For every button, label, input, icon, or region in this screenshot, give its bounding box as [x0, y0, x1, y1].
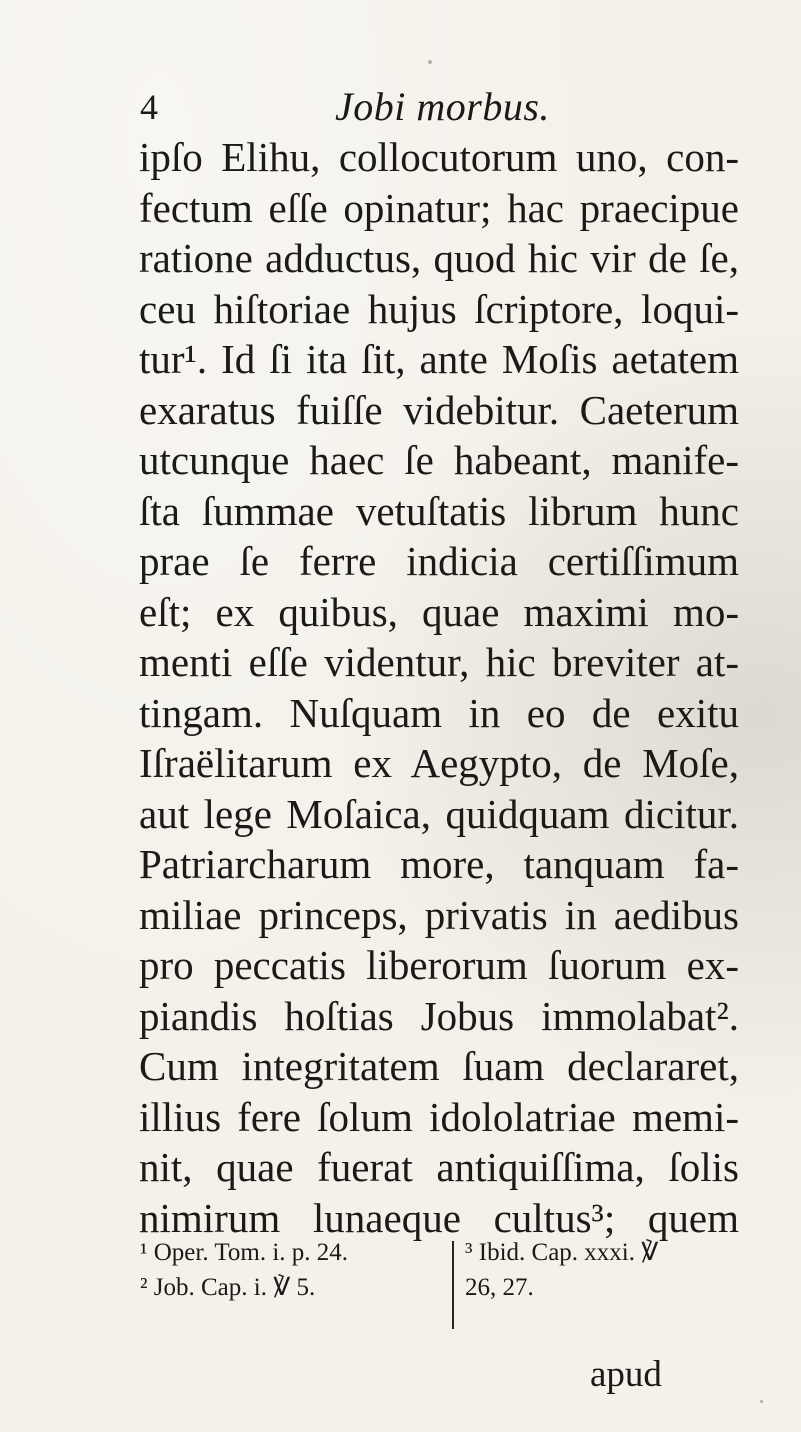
text-line: ratione adductus, quod hic vir de ſe,	[139, 235, 739, 281]
text-line: Cum integritatem ſuam declararet,	[139, 1043, 739, 1089]
page-header	[140, 82, 700, 132]
page-number: 4	[140, 87, 158, 127]
text-line: illius fere ſolum idololatriae memi-	[139, 1093, 739, 1140]
text-line: ipſo Elihu, collocutorum uno, con-	[139, 134, 739, 180]
text-line: prae ſe ferre indicia certiſſimum	[139, 538, 739, 584]
footnotes-left-column	[140, 1235, 440, 1305]
text-line: fectum eſſe opinatur; hac praecipue	[139, 184, 739, 231]
text-line: ſta ſummae vetuſtatis librum hunc	[139, 487, 739, 534]
footnotes-right-column	[465, 1235, 745, 1305]
catchword: apud	[590, 1354, 662, 1395]
text-line: piandis hoſtias Jobus immolabat².	[139, 992, 739, 1039]
body-text	[139, 132, 739, 1243]
text-line: utcunque haec ſe habeant, manife-	[139, 437, 739, 483]
footnote: 26, 27.	[465, 1274, 534, 1301]
text-line: eſt; ex quibus, quae maximi mo-	[139, 588, 739, 635]
text-line: ceu hiſtoriae hujus ſcriptore, loqui-	[139, 285, 739, 332]
text-line: miliae princeps, privatis in aedibus	[139, 891, 739, 938]
footnote-divider	[452, 1241, 454, 1329]
text-line: Patriarcharum more, tanquam fa-	[139, 841, 739, 887]
text-line: nimirum lunaeque cultus³; quem	[139, 1194, 739, 1241]
footnotes	[140, 1235, 740, 1345]
footnote: ² Job. Cap. i. ℣ 5.	[140, 1274, 316, 1301]
text-line: nit, quae fuerat antiquiſſima, ſolis	[139, 1144, 739, 1190]
text-line: tur¹. Id ſi ita ſit, ante Moſis aetatem	[139, 336, 739, 382]
text-line: tingam. Nuſquam in eo de exitu	[139, 689, 739, 736]
paper-speck	[760, 1400, 763, 1403]
footnote: ³ Ibid. Cap. xxxi. ℣	[465, 1239, 659, 1266]
text-line: aut lege Moſaica, quidquam dicitur.	[139, 790, 739, 837]
text-line: exaratus fuiſſe videbitur. Caeterum	[139, 386, 739, 433]
running-head: Jobi morbus.	[335, 84, 550, 129]
paper-speck	[428, 60, 432, 64]
text-line: pro peccatis liberorum ſuorum ex-	[139, 942, 739, 988]
footnote: ¹ Oper. Tom. i. p. 24.	[140, 1239, 349, 1266]
text-line: menti eſſe videntur, hic breviter at-	[139, 639, 739, 685]
text-line: Iſraëlitarum ex Aegypto, de Moſe,	[139, 740, 739, 786]
